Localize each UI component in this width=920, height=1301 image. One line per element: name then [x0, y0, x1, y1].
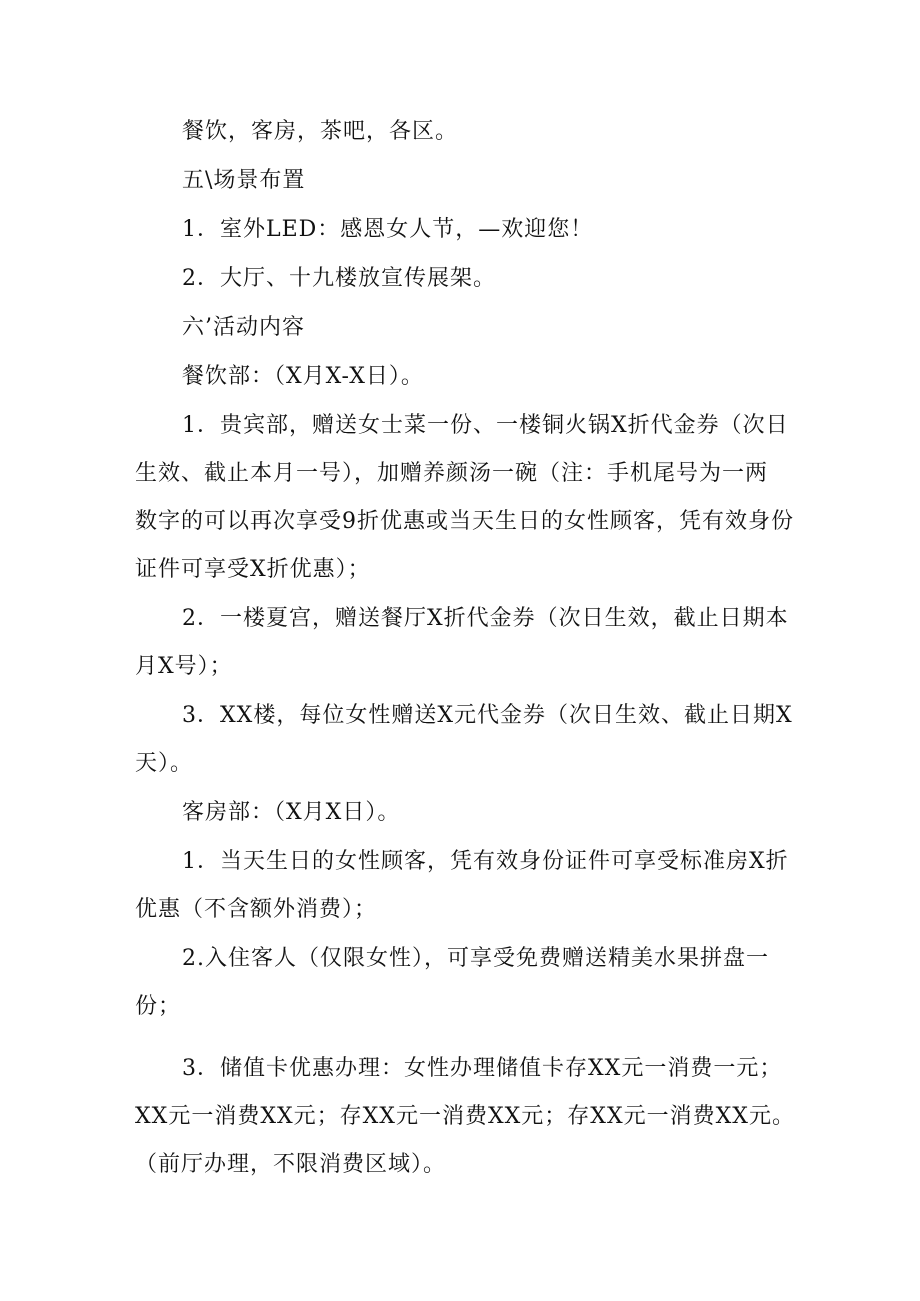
text-line: 优惠（不含额外消费）； — [135, 897, 378, 922]
text-line: 3．XX楼，每位女性赠送X元代金券（次日生效、截止日期X — [182, 703, 793, 728]
text-line: 证件可享受X折优惠）； — [135, 557, 371, 582]
text-line: （前厅办理，不限消费区域）。 — [135, 1152, 447, 1177]
text-line: 餐饮，客房，茶吧，各区。 — [182, 119, 459, 144]
text-line: 2.入住客人（仅限女性），可享受免费赠送精美水果拼盘一 — [182, 946, 769, 971]
text-line: XX元一消费XX元；存XX元一消费XX元；存XX元一消费XX元。 — [135, 1104, 795, 1129]
section-heading: 六’活动内容 — [182, 315, 305, 340]
text-line: 1．当天生日的女性顾客，凭有效身份证件可享受标准房X折 — [182, 849, 789, 874]
subsection-heading: 客房部：（X月X日）。 — [182, 800, 401, 825]
text-line: 3．储值卡优惠办理：女性办理储值卡存XX元一消费一元； — [182, 1056, 783, 1081]
text-line: 数字的可以再次享受9折优惠或当天生日的女性顾客，凭有效身份 — [135, 509, 794, 534]
text-line: 1．贵宾部，赠送女士菜一份、一楼铜火锅X折代金券（次日 — [182, 413, 789, 438]
section-heading: 五\场景布置 — [182, 168, 306, 193]
text-line: 月X号）； — [135, 654, 233, 679]
text-line: 天）。 — [135, 751, 194, 776]
subsection-heading: 餐饮部：（X月X-X日）。 — [182, 364, 424, 389]
text-line: 生效、截止本月一号），加赠养颜汤一碗（注：手机尾号为一两 — [135, 461, 769, 486]
text-line: 1．室外LED：感恩女人节，—欢迎您！ — [182, 217, 594, 242]
text-line: 2．一楼夏宫，赠送餐厅X折代金券（次日生效，截止日期本 — [182, 606, 789, 631]
text-line: 2．大厅、十九楼放宣传展架。 — [182, 266, 496, 291]
text-line: 份； — [135, 994, 182, 1019]
